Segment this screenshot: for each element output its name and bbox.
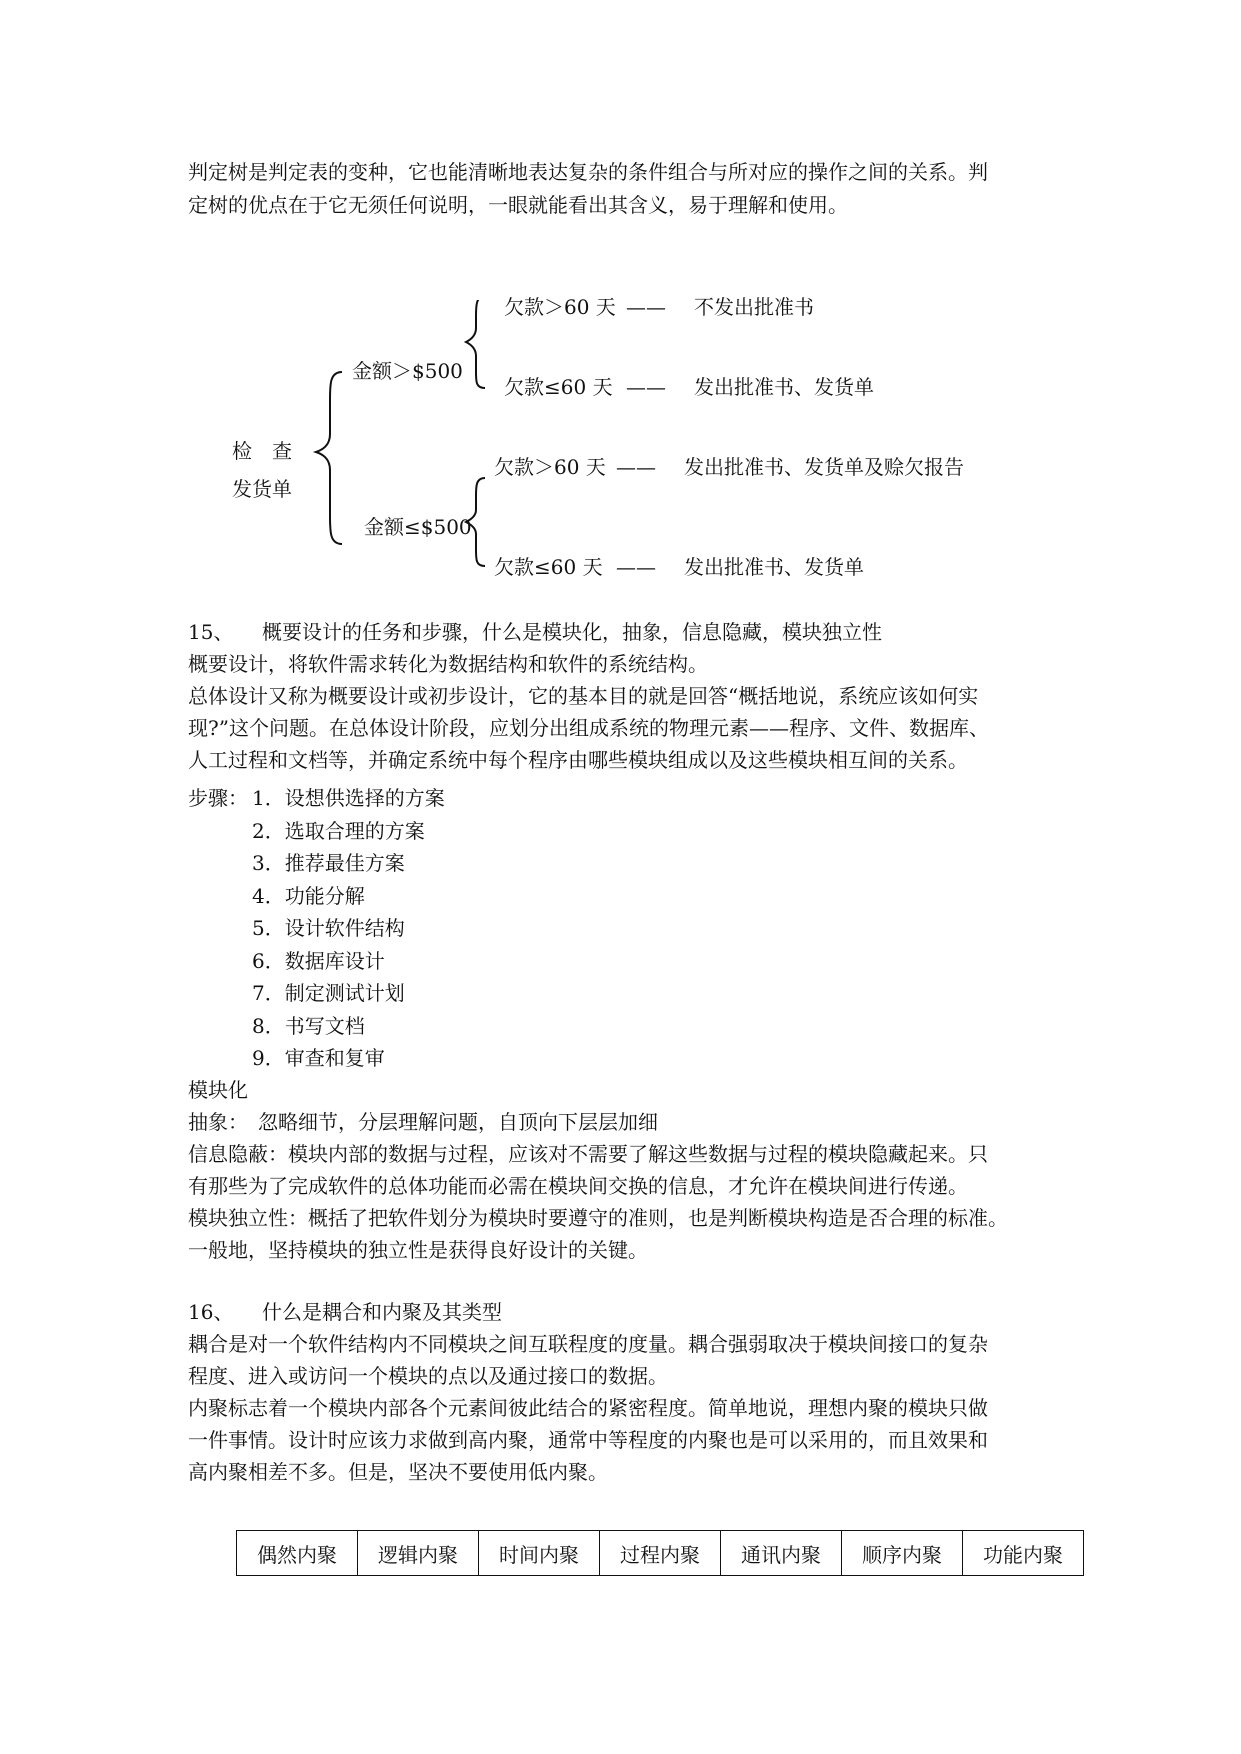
section-16-number: 16、 [188,1300,234,1324]
leaf-dash: —— [616,455,656,479]
section-15-body [188,648,989,776]
section-16-body [188,1328,988,1488]
cohesion-table [236,1530,1084,1576]
cohesion-type-cell: 偶然内聚 [237,1531,358,1576]
leaf-action: 不发出批准书 [694,295,814,319]
leaf-dash: —— [616,555,656,579]
leaf-action: 发出批准书、发货单 [684,555,864,579]
step-item: 8．书写文档 [252,1013,365,1038]
leaf-condition: 欠款＞60 天 [504,295,616,319]
branch-condition: 金额＞$500 [352,359,463,383]
body-line: 内聚标志着一个模块内部各个元素间彼此结合的紧密程度。简单地说，理想内聚的模块只做 [188,1396,988,1420]
steps-label: 步骤： [188,786,248,810]
step-item: 5．设计软件结构 [252,916,405,940]
body-line: 耦合是对一个软件结构内不同模块之间互联程度的度量。耦合强弱取决于模块间接口的复杂 [188,1332,988,1356]
root-bracket [316,372,342,544]
leaf-action: 发出批准书、发货单及赊欠报告 [684,455,964,479]
cohesion-type-cell: 过程内聚 [600,1531,721,1576]
branch-condition: 金额≤$500 [364,515,472,539]
tree-root-line2: 发货单 [232,477,292,501]
body-line: 抽象： 忽略细节，分层理解问题，自顶向下层层加细 [188,1110,658,1134]
step-item: 4．功能分解 [252,883,365,908]
body-line: 概要设计，将软件需求转化为数据结构和软件的系统结构。 [188,652,708,676]
tree-root-line1: 检 查 [232,439,292,463]
section-15-number: 15、 [188,620,234,644]
step-item: 2．选取合理的方案 [252,818,425,843]
step-item: 3．推荐最佳方案 [252,851,405,875]
upper-bracket [466,300,485,388]
body-line: 现?”这个问题。在总体设计阶段，应划分出组成系统的物理元素——程序、文件、数据库、 [188,716,989,740]
decision-tree [0,295,1241,600]
cohesion-type-cell: 逻辑内聚 [358,1531,479,1576]
step-item: 6．数据库设计 [252,948,385,973]
body-line: 一件事情。设计时应该力求做到高内聚，通常中等程度的内聚也是可以采用的，而且效果和 [188,1428,988,1452]
intro-paragraph [188,156,1058,222]
steps-list [188,782,445,1075]
body-line: 高内聚相差不多。但是，坚决不要使用低内聚。 [188,1460,608,1484]
leaf-condition: 欠款≤60 天 [504,375,613,399]
body-line: 人工过程和文档等，并确定系统中每个程序由哪些模块组成以及这些模块相互间的关系。 [188,748,968,772]
body-line: 有那些为了完成软件的总体功能而必需在模块间交换的信息，才允许在模块间进行传递。 [188,1174,968,1198]
body-line: 模块独立性：概括了把软件划分为模块时要遵守的准则，也是判断模块构造是否合理的标准。 [188,1206,1008,1230]
body-line: 模块化 [188,1078,248,1102]
step-item: 9．审查和复审 [252,1046,385,1070]
step-item: 1．设想供选择的方案 [252,786,445,810]
intro-line: 定树的优点在于它无须任何说明，一眼就能看出其含义，易于理解和使用。 [188,193,848,217]
body-line: 信息隐蔽：模块内部的数据与过程，应该对不需要了解这些数据与过程的模块隐藏起来。只 [188,1142,988,1166]
cohesion-type-cell: 通讯内聚 [721,1531,842,1576]
section-16-title: 什么是耦合和内聚及其类型 [262,1300,502,1324]
body-line: 总体设计又称为概要设计或初步设计，它的基本目的就是回答“概括地说，系统应该如何实 [188,684,979,708]
cohesion-type-cell: 时间内聚 [479,1531,600,1576]
cohesion-type-cell: 顺序内聚 [842,1531,963,1576]
cohesion-type-cell: 功能内聚 [963,1531,1084,1576]
leaf-condition: 欠款＞60 天 [494,455,606,479]
step-item: 7．制定测试计划 [252,981,405,1005]
leaf-condition: 欠款≤60 天 [494,555,603,579]
leaf-dash: —— [626,295,666,319]
section-15-title: 概要设计的任务和步骤，什么是模块化，抽象，信息隐藏，模块独立性 [262,620,882,644]
body-line: 程度、进入或访问一个模块的点以及通过接口的数据。 [188,1364,668,1388]
leaf-action: 发出批准书、发货单 [694,375,874,399]
leaf-dash: —— [626,375,666,399]
body-line: 一般地，坚持模块的独立性是获得良好设计的关键。 [188,1238,648,1262]
intro-line: 判定树是判定表的变种，它也能清晰地表达复杂的条件组合与所对应的操作之间的关系。判 [188,160,988,184]
section-15-concepts [188,1074,1008,1266]
